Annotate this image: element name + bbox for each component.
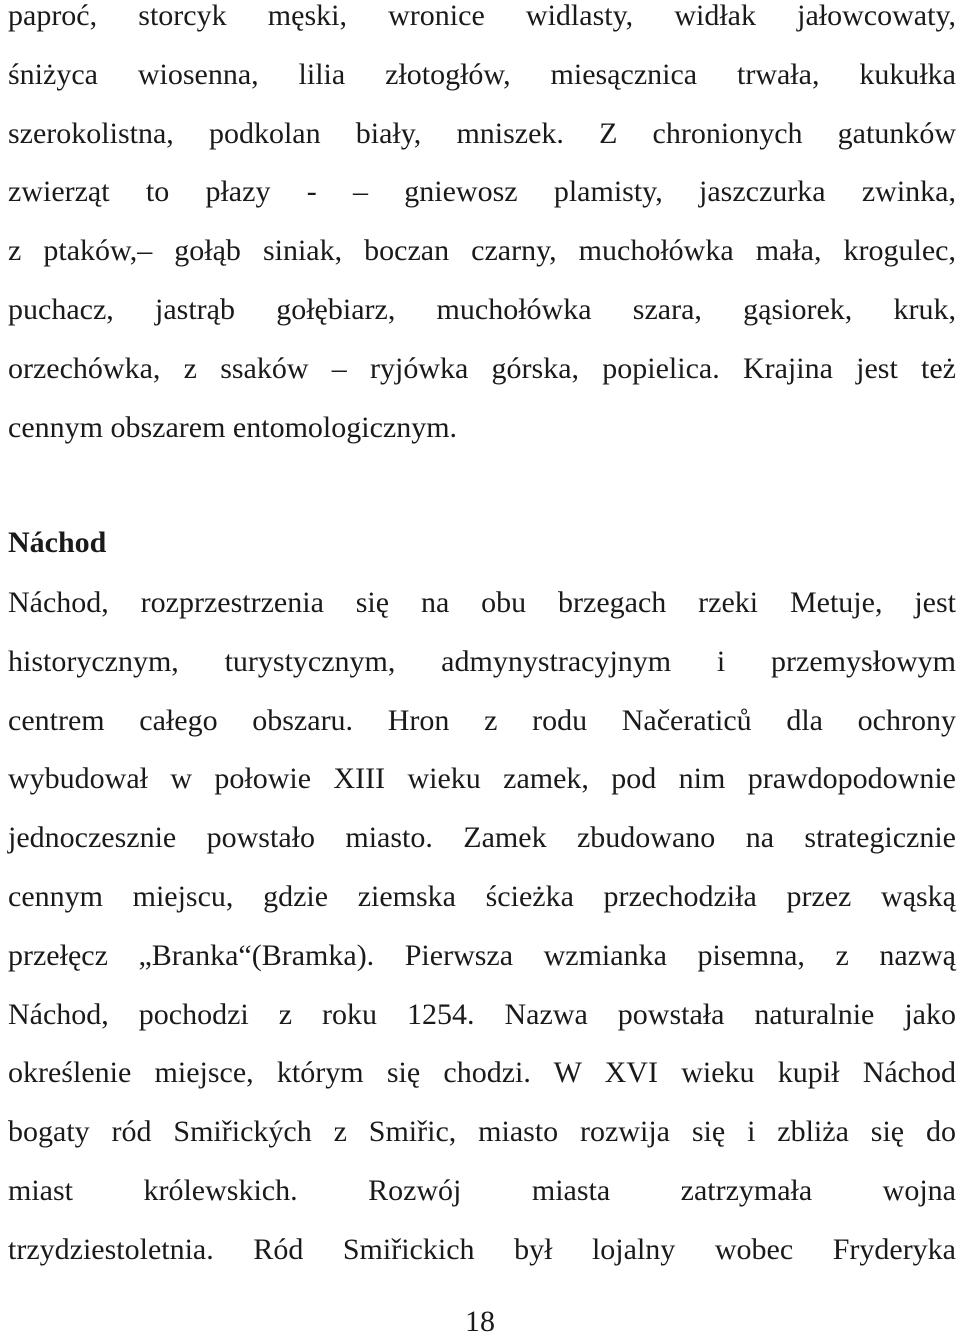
text-line: puchacz, jastrąb gołębiarz, muchołówka szara, gąsiorek, kruk, — [8, 292, 956, 326]
text-line: wybudował w połowie XIII wieku zamek, pod nim prawdopodownie — [8, 762, 956, 796]
text-line: orzechówka, z ssaków – ryjówka górska, popielica. Krajina jest też — [8, 351, 956, 385]
text-line: cennym obszarem entomologicznym. — [8, 410, 458, 444]
text-line: trzydziestoletnia. Ród Smiřickich był lojalny wobec Fryderyka — [8, 1232, 956, 1266]
top-paragraph — [8, 0, 956, 470]
text-line: miast królewskich. Rozwój miasta zatrzymała wojna — [8, 1173, 956, 1207]
text-line: określenie miejsce, którym się chodzi. W XVI wieku kupił Náchod — [8, 1056, 956, 1090]
text-line: przełęcz „Branka“(Bramka). Pierwsza wzmianka pisemna, z nazwą — [8, 938, 956, 972]
text-line: Náchod, pochodzi z roku 1254. Nazwa powstała naturalnie jako — [8, 997, 956, 1031]
text-line: zwierząt to płazy - – gniewosz plamisty, jaszczurka zwinka, — [8, 175, 956, 209]
section-heading: Náchod — [8, 526, 107, 559]
text-line: z ptaków,– gołąb siniak, boczan czarny, muchołówka mała, krogulec, — [8, 234, 956, 268]
text-line: jednoczesznie powstało miasto. Zamek zbudowano na strategicznie — [8, 821, 956, 855]
text-line: śniżyca wiosenna, lilia złotogłów, miesącznica trwała, kukułka — [8, 57, 956, 91]
text-line: historycznym, turystycznym, admynystracyjnym i przemysłowym — [8, 644, 956, 678]
text-line: cennym miejscu, gdzie ziemska ścieżka przechodziła przez wąską — [8, 879, 956, 913]
text-line: szerokolistna, podkolan biały, mniszek. Z chronionych gatunków — [8, 116, 956, 150]
text-line: Náchod, rozprzestrzenia się na obu brzegach rzeki Metuje, jest — [8, 586, 956, 619]
page-number: 18 — [465, 1305, 495, 1338]
text-line: paproć, storcyk męski, wronice widlasty, widłak jałowcowaty, — [8, 0, 956, 32]
text-line: bogaty ród Smiřických z Smiřic, miasto rozwija się i zbliża się do — [8, 1115, 956, 1149]
section-paragraph — [8, 587, 956, 1293]
text-line: centrem całego obszaru. Hron z rodu Načeraticů dla ochrony — [8, 703, 956, 737]
